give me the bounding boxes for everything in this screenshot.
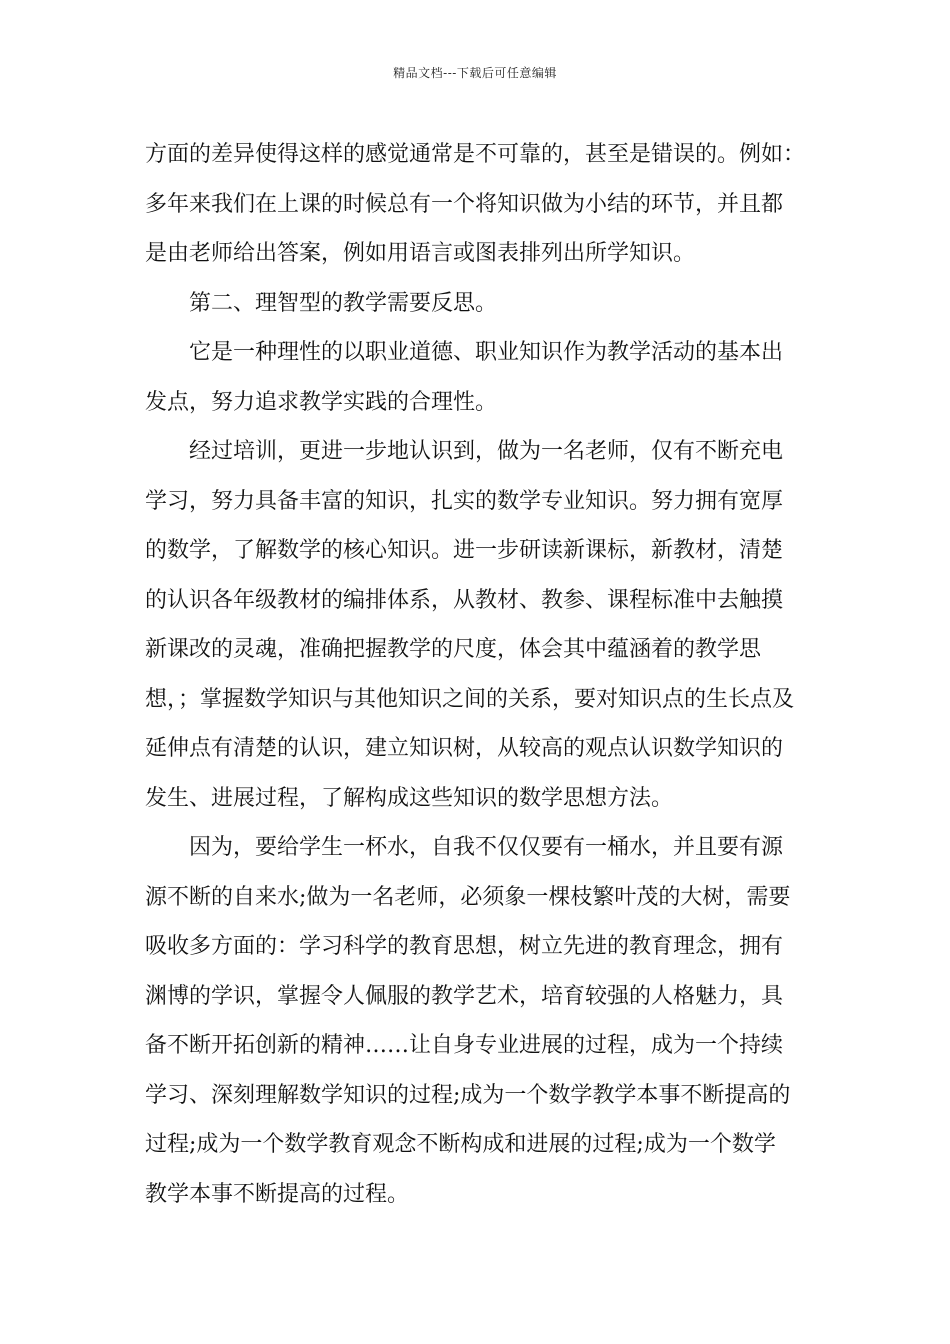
text-line: 想，；掌握数学知识与其他知识之间的关系，要对知识点的生长点及 (145, 686, 795, 712)
paragraph (145, 279, 810, 329)
paragraph (145, 130, 810, 279)
text-line: 备不断开拓创新的精神……让自身专业进展的过程，成为一个持续 (145, 1033, 784, 1058)
text-line: 延伸点有清楚的认识，建立知识树，从较高的观点认识数学知识的 (145, 736, 784, 761)
paragraph (145, 823, 810, 1219)
page-header: 精品文档---下载后可任意编辑 (393, 66, 557, 80)
document-body (145, 130, 810, 1219)
text-line: 是由老师给出答案，例如用语言或图表排列出所学知识。 (145, 241, 696, 266)
text-line: 渊博的学识，掌握令人佩服的教学艺术，培育较强的人格魅力，具 (145, 983, 784, 1009)
text-line: 因为，要给学生一杯水，自我不仅仅要有一桶水，并且要有源 (189, 835, 784, 860)
text-line: 第二、理智型的教学需要反思。 (189, 290, 498, 316)
text-line: 教学本事不断提高的过程。 (145, 1181, 410, 1207)
text-line: 的数学，了解数学的核心知识。进一步研读新课标，新教材，清楚 (145, 538, 784, 563)
text-line: 源不断的自来水;做为一名老师，必须象一棵枝繁叶茂的大树，需要 (145, 884, 791, 910)
text-line: 学习，努力具备丰富的知识，扎实的数学专业知识。努力拥有宽厚 (145, 488, 784, 514)
text-line: 经过培训，更进一步地认识到，做为一名老师，仅有不断充电 (189, 439, 784, 464)
text-line: 的认识各年级教材的编排体系，从教材、教参、课程标准中去触摸 (145, 587, 784, 613)
text-line: 方面的差异使得这样的感觉通常是不可靠的，甚至是错误的。例如： (145, 142, 806, 167)
text-line: 发点，努力追求教学实践的合理性。 (145, 389, 498, 415)
text-line: 新课改的灵魂，准确把握教学的尺度，体会其中蕴涵着的教学思 (145, 637, 762, 662)
text-line: 学习、深刻理解数学知识的过程;成为一个数学教学本事不断提高的 (145, 1082, 791, 1108)
text-line: 多年来我们在上课的时候总有一个将知识做为小结的环节，并且都 (145, 191, 784, 217)
text-line: 吸收多方面的：学习科学的教育思想，树立先进的教育理念，拥有 (145, 934, 784, 959)
text-line: 它是一种理性的以职业道德、职业知识作为教学活动的基本出 (189, 340, 784, 365)
text-line: 发生、进展过程，了解构成这些知识的数学思想方法。 (145, 785, 674, 811)
paragraph (145, 427, 810, 823)
paragraph (145, 328, 810, 427)
text-line: 过程;成为一个数学教育观念不断构成和进展的过程;成为一个数学 (145, 1132, 776, 1157)
